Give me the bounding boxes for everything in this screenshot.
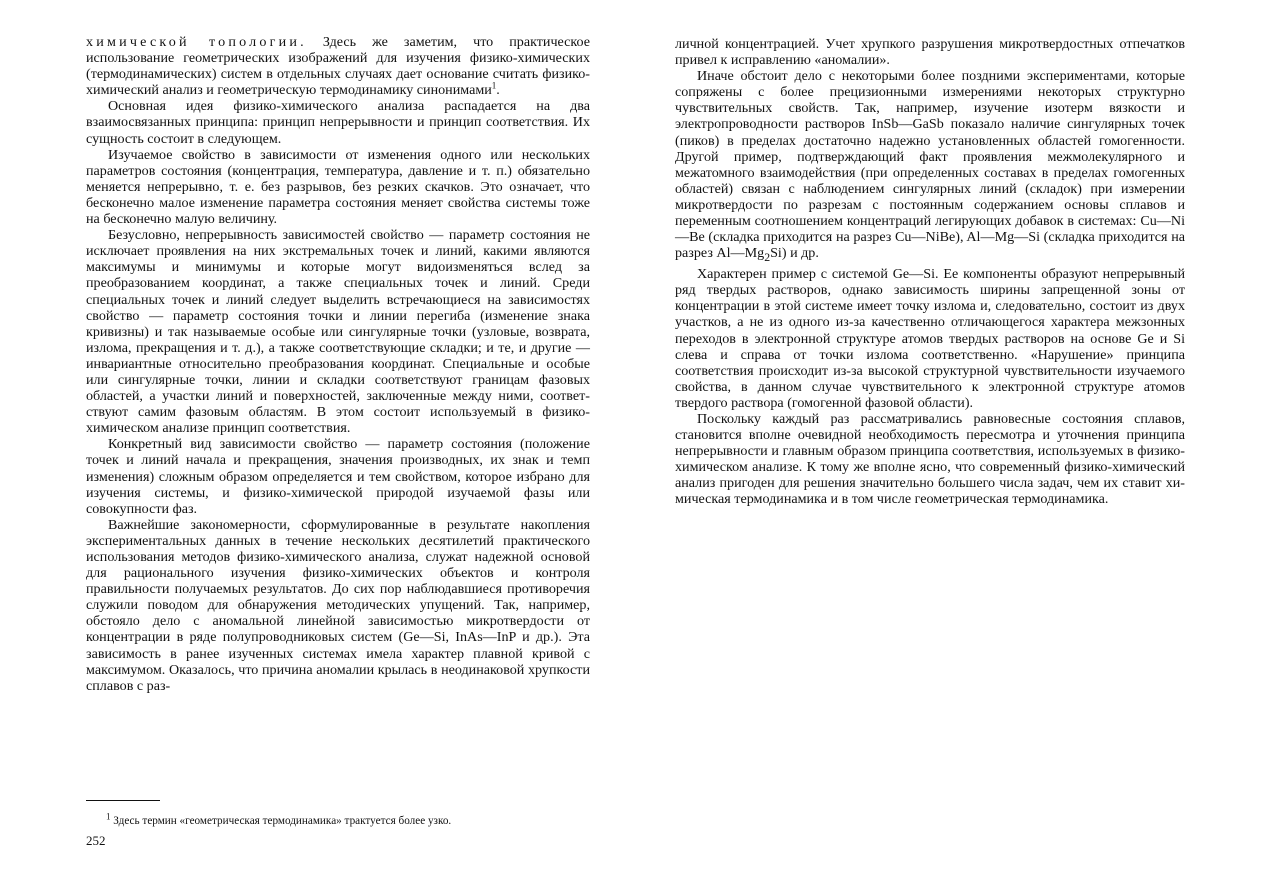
footnote-divider [86,800,160,801]
left-paragraph-5: Конкретный вид зависимости свойство — параметр состояния (положение точек и линий начала и прекращения, значения производных, их знак и темп изменения) сложным образом определяется и тем свойством, которое избрано для изучения системы, и физико-химической природой изучаемой фазы или совокупности фаз. [86,436,590,517]
spaced-term: химической топологии. [86,34,307,50]
footnote-reference: 1 [491,80,497,91]
page-number: 252 [86,833,106,848]
left-paragraph-1: химической топологии. Здесь же заметим, что практическое использование геометрических изображений для изучения физико-химических (термодинамических) систем в отдельных случаях дает основание считать физико-химический анализ и геометрическую термодинамику синонимами$^1$. [86,34,591,99]
left-paragraph-3: Изучаемое свойство в зависимости от изменения одного или нескольких параметров состояния (концентрация, температура, давление и т. п.) обязательно меняется непрерывно, т. е. без разрывов, без резких скачков. Это означает, что бесконечно малое изменение параметра состояния меняет свойства системы тоже на бесконечно малую величину. [86,146,590,228]
left-page [86,34,590,694]
footnote-mark: 1 [106,811,111,822]
right-paragraph-3: Характерен пример с системой Ge—Si. Ее компоненты образуют непрерывный ряд твердых растворов, однако зависимость ширины запрещенной зоны от концентрации в этой системе имеет точку излома и, следовательно, состоит из двух участков, а не из одного из-за качественно отличающегося характера межзонных переходов в электронной структуре атомов твердых растворов на основе Ge и Si слева и справа от точки излома соответственно. «Нарушение» принципа соответствия происходит из-за высокой структурной чувствительности изучаемого свойства, в данном случае чувствительного к электронной структуре атомов твердого раствора (гомогенной фазовой области). [675,266,1185,411]
footnote: $^1$ Здесь термин «геометрическая термодинамика» трактуется более узко. [106,811,452,827]
left-paragraph-6: Важнейшие закономерности, сформулированные в результате накопления экспериментальных данных в течение нескольких десятилетий практического использования методов физико-химического анализа, служат надежной основой для рационального изучения физико-химических объектов и контроля правильности получаемых результатов. До сих пор наблюдавшиеся противоречия служили поводом для обнаружения методических упущений. Так, например, обстояло дело с аномальной линейной зависимостью микротвердости от концентрации в ряде полупроводниковых систем (Ge—Si, InAs—InP и др.). Эта зависимость в ранее изученных системах имела характер плавной кривой с максимумом. Оказалось, что причина аномалии крылась в неодинаковой хрупкости сплавов с раз- [86,516,590,694]
left-paragraph-4: Безусловно, непрерывность зависимостей свойство — параметр состояния не исключает проявления на них экстремальных точек и линий, какими являются максимумы и минимумы и которые могут видоизменяться вслед за преобразованием координат, а также специальных точек и линий. Среди специальных точек и линий следует выделить встречающиеся на зависимостях свойство — параметр состояния точки и линии перегиба (изменение знака кривизны) и так называемые особые или сингулярные точки (узловые, возврата, излома, прекращения и т. д.), а также соответствующие складки; и те, и другие — инвариантные относительно преобразования координат. Специальные и особые или сингулярные точки, линии и складки соответствуют границам фазовых областей, а участки линий и поверхностей, заключенные между ними, соответствуют самим фазовым областям. В этом состоит используемый в физико-химическом анализе принцип соответствия. [86,227,590,437]
right-page [675,36,1185,508]
right-paragraph-2: Иначе обстоит дело с некоторыми более поздними экспериментами, которые сопряжены с более прецизионными измерениями некоторых структурно чувствительных свойств. Так, например, изучение изотерм вязкости и электропроводности растворов InSb—GaSb показало наличие сингулярных точек (пиков) в пределах достаточно надежно установленных областей гомогенности. Другой пример, подтверждающий факт проявления межмолекулярного и межатомного взаимодействия (при определенных составах в пределах гомогенных областей) связан с наблюдением сингулярных линий (складок) при измерении микротвердости по разрезам с постоянным содержанием основы сплавов и переменным соотношением концентраций легирующих добавок в системах: Cu—Ni—Be (складка приходится на разрез Cu—NiBe), Al—Mg—Si (складка приходится на разрез $Al—Mg_2Si$) и др. [675,68,1185,265]
left-paragraph-2: Основная идея физико-химического анализа распадается на два взаимосвязанных принципа: принцип непрерывности и принцип соответствия. Их сущность состоит в следующем. [86,98,590,147]
right-paragraph-1: личной концентрацией. Учет хрупкого разрушения микротвердостных отпечатков привел к исправлению «аномалии». [675,36,1185,69]
right-paragraph-4: Поскольку каждый раз рассматривались равновесные состояния сплавов, становится вполне очевидной необходимость пересмотра и уточнения принципа непрерывности и главным образом принципа соответствия, используемых в физико-химическом анализе. К тому же вполне ясно, что современный физико-химический анализ пригоден для решения значительно большего числа задач, чем их ставит химическая термодинамика и в том числе геометрическая термодинамика. [675,410,1185,508]
